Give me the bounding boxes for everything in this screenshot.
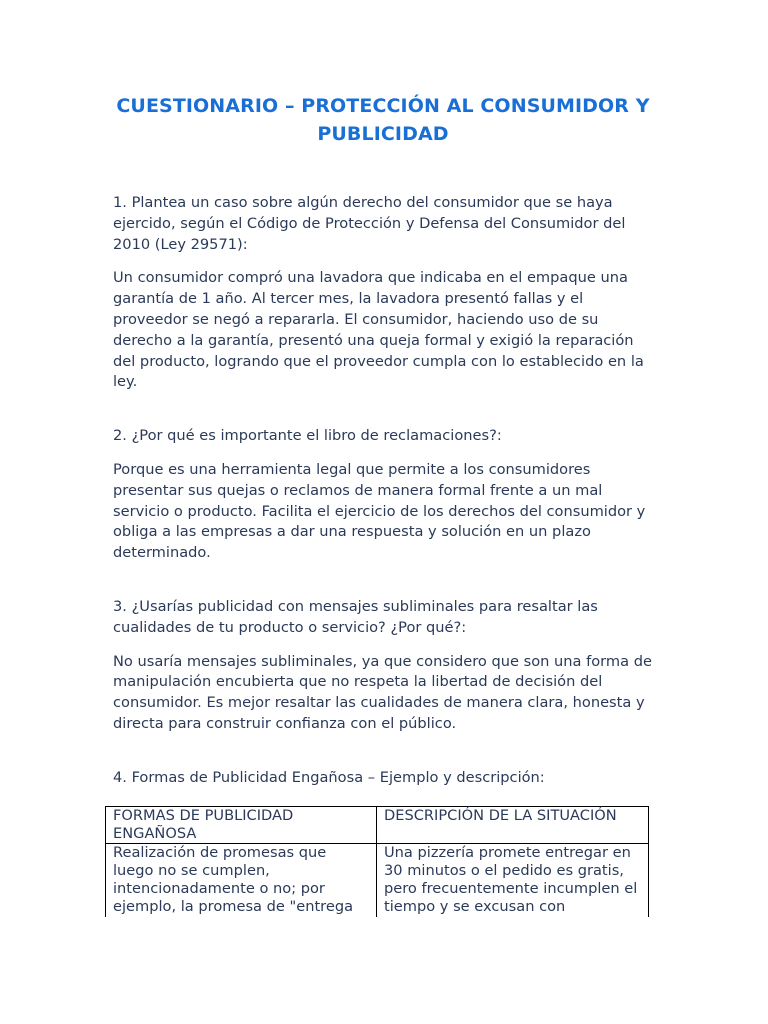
answer-1: Un consumidor compró una lavadora que indicaba en el empaque una garantía de 1 año. Al tercer mes, la lavadora presentó fallas y el proveedor se negó a repararla. El consumidor, haciendo uso de su derecho a la garantía, presentó una queja formal y exigió la reparación del producto, logrando que el proveedor cumpla con lo establecido en la ley. [113, 269, 644, 391]
table-row [106, 844, 649, 918]
table-cell-description: Una pizzería promete entregar en 30 minutos o el pedido es gratis, pero frecuentemente incumplen el tiempo y se excusan con [377, 844, 649, 918]
table-header-description: DESCRIPCIÓN DE LA SITUACIÓN [377, 807, 649, 844]
table-header-forms: FORMAS DE PUBLICIDAD ENGAÑOSA [106, 807, 377, 844]
deceptive-advertising-table-container [105, 806, 649, 917]
answer-3: No usaría mensajes subliminales, ya que considero que son una forma de manipulación encubierta que no respeta la libertad de decisión del consumidor. Es mejor resaltar las cualidades de manera clara, honesta y directa para construir confianza con el público. [113, 652, 652, 732]
question-4: 4. Formas de Publicidad Engañosa – Ejemplo y descripción: [113, 768, 545, 786]
deceptive-advertising-table [105, 806, 649, 917]
table-header-row [106, 807, 649, 844]
table-cell-form: Realización de promesas que luego no se cumplen, intencionadamente o no; por ejemplo, la promesa de "entrega [106, 844, 377, 918]
question-2: 2. ¿Por qué es importante el libro de reclamaciones?: [113, 427, 502, 445]
document-page [113, 92, 653, 789]
document-title: CUESTIONARIO – PROTECCIÓN AL CONSUMIDOR Y PUBLICIDAD [116, 95, 650, 145]
answer-2: Porque es una herramienta legal que permite a los consumidores presentar sus quejas o reclamos de manera formal frente a un mal servicio o producto. Facilita el ejercicio de los derechos del consumidor y obliga a las empresas a dar una respuesta y solución en un plazo determinado. [113, 460, 646, 562]
question-3: 3. ¿Usarías publicidad con mensajes subliminales para resaltar las cualidades de tu producto o servicio? ¿Por qué?: [113, 597, 598, 636]
question-1: 1. Plantea un caso sobre algún derecho del consumidor que se haya ejercido, según el Código de Protección y Defensa del Consumidor del 2010 (Ley 29571): [113, 194, 626, 253]
